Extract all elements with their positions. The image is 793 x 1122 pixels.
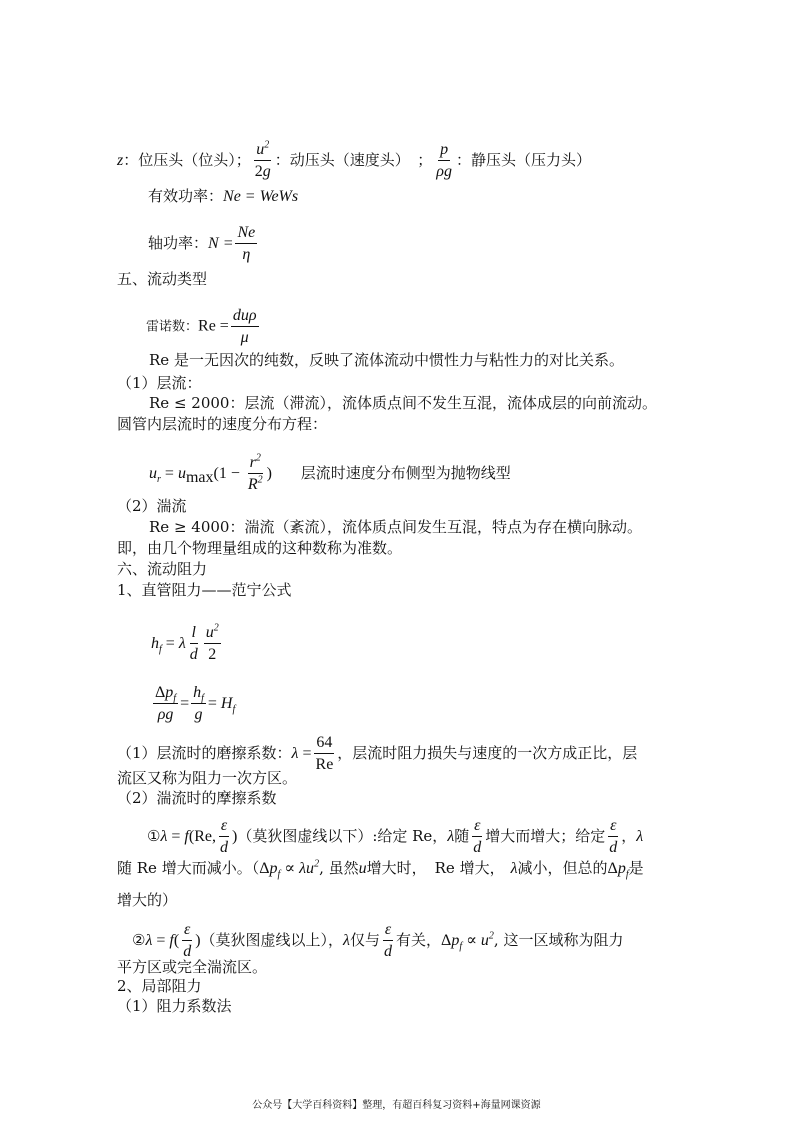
velocity-distribution-formula: $u_r = u_{max}(1$ − $\frac{r^2}{R^2}$ ) — [149, 452, 272, 493]
friction-case-2-line: ②λ = f( $\frac{\varepsilon}{d}$ )（莫狄图虚线以上），λ仅与 $\frac{\varepsilon}{d}$ 有关，$\Delta p_f \propto u^2$, 这一区域称为阻力 — [132, 921, 624, 960]
head-loss-formula: $\frac{\Delta p_f}{\rho g}$ = $\frac{h_f}{g}$ = $H_f$ — [155, 684, 236, 723]
re-description: Re 是一无因次的纯数，反映了流体流动中惯性力与粘性力的对比关系。 — [149, 351, 624, 369]
turbulent-friction-heading: （2）湍流时的摩擦系数 — [117, 789, 277, 807]
effective-power-formula: Ne = WeWs — [223, 188, 299, 205]
velocity-head-text: ：动压头（速度头） ； — [274, 151, 433, 169]
reynolds-lhs: Re = — [198, 317, 229, 335]
increased-text: 增大的） — [117, 891, 178, 909]
effective-power-line — [148, 186, 298, 207]
head-terms-line — [117, 139, 591, 180]
z-symbol: z — [117, 152, 124, 169]
shaft-power-label: 轴功率： — [148, 234, 209, 252]
shaft-power-line — [148, 225, 259, 263]
shaft-power-fraction: $\frac{Ne}{\eta}$ — [237, 224, 256, 263]
friction-case-1-continued: 随 Re 增大而减小。（$\Delta p_f \propto \lambda u^2$, 虽然u增大时， Re 增大， λ减小，但总的$\Delta p_f$是 — [117, 858, 644, 881]
laminar-friction-line: （1）层流时的磨擦系数：λ = $\frac{64}{Re}$ ，层流时阻力损失与速度的一次方成正比，层 — [117, 734, 638, 773]
section-flow-resistance: 六、流动阻力 — [117, 560, 208, 578]
section-flow-type: 五、流动类型 — [117, 270, 208, 288]
laminar-friction-desc: ，层流时阻力损失与速度的一次方成正比，层 — [337, 744, 638, 762]
friction-case-1-line: ①λ = f(Re, $\frac{\varepsilon}{d}$ )（莫狄图虚线以下）:给定 Re，λ随 $\frac{\varepsilon}{d}$ 增大而增大；给定 $\frac{\varepsilon}{d}$ ，λ — [147, 817, 644, 856]
parabolic-note: 层流时速度分布侧型为抛物线型 — [300, 463, 511, 482]
first-power-region: 流区又称为阻力一次方区。 — [117, 769, 298, 787]
effective-power-label: 有效功率： — [148, 187, 224, 205]
dimensionless-number-line: 即，由几个物理量组成的这种数称为准数。 — [117, 539, 403, 557]
reynolds-label: 雷诺数： — [146, 319, 199, 335]
shaft-power-lhs: N = — [208, 235, 234, 252]
velocity-head-fraction: $\frac{u^2}{2g}$ — [254, 139, 271, 180]
local-resistance-heading: 2、局部阻力 — [117, 977, 202, 995]
page-footer: 公众号【大学百科资料】整理，有超百科复习资料+海量网课资源 — [252, 1100, 541, 1111]
reynolds-line — [146, 308, 261, 346]
turbulent-condition: Re ≥ 4000：湍流（紊流），流体质点间发生互混，特点为存在横向脉动。 — [149, 518, 642, 536]
laminar-distribution-text: 圆管内层流时的速度分布方程： — [117, 415, 328, 433]
pressure-head-text: ：静压头（压力头） — [455, 151, 591, 169]
laminar-heading: （1）层流： — [117, 374, 202, 392]
fanning-formula: $h_f = \lambda$ $\frac{l}{d}$ $\frac{u^2}{2}$ — [151, 622, 219, 663]
laminar-friction-label: （1）层流时的磨擦系数： — [117, 744, 292, 762]
square-region-text: 平方区或完全湍流区。 — [117, 958, 268, 976]
straight-pipe-heading: 1、直管阻力——范宁公式 — [117, 581, 292, 599]
reynolds-fraction: $\frac{\text{duρ}}{\mu}$ — [232, 307, 257, 346]
laminar-condition: Re ≤ 2000：层流（滞流），流体质点间不发生互混，流体成层的向前流动。 — [149, 394, 657, 412]
resistance-coefficient-method: （1）阻力系数法 — [117, 997, 232, 1015]
velocity-distribution-line — [149, 452, 511, 493]
turbulent-heading: （2）湍流 — [117, 497, 187, 515]
potential-head-text: ：位压头（位头）； — [123, 151, 251, 169]
pressure-head-fraction: $\frac{p}{\rho g}$ — [436, 141, 452, 180]
